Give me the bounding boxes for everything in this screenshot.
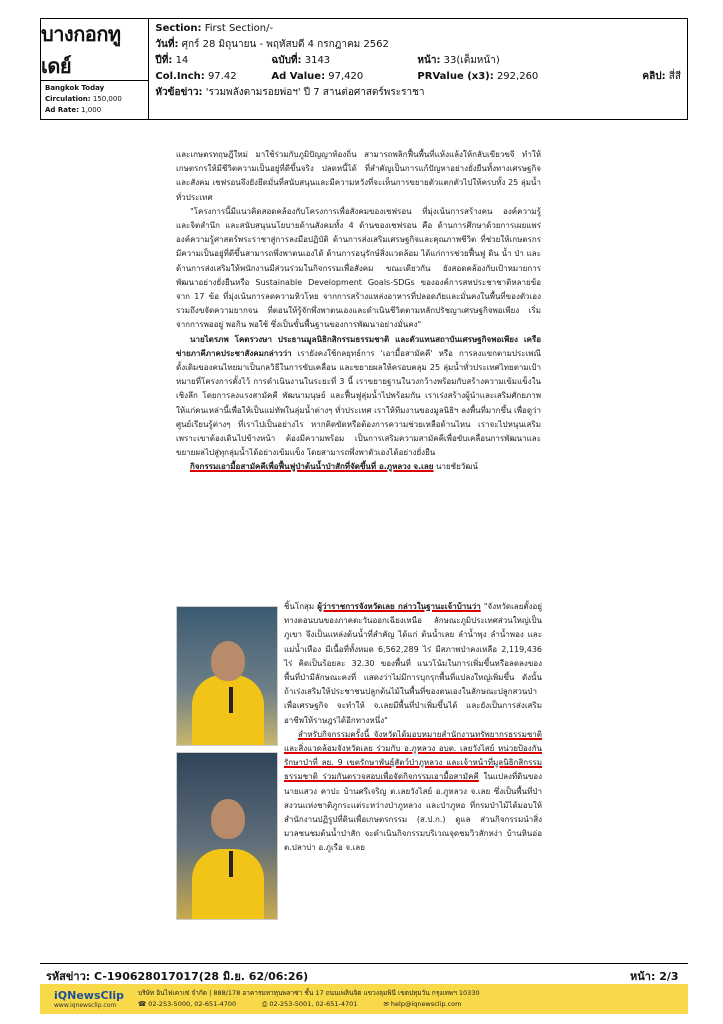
clipping-metadata: Section: First Section/- วันที่: ศุกร์ 28 มิถุนายน - พฤหัสบดี 4 กรกฎาคม 2562 ปีที่: 14 ฉบับที่: 3143 หน้า: 33(เต็มหน้า) Col.Inch: 97.42 Ad Value: 97,420 PRValue (x3): 292,260 คลิป: สี่สี หัวข้อข่าว: 'รวมพลังตามรอยพ่อฯ' ปี 7 สานต่อศาสตร์พระราชา [149, 19, 687, 119]
circulation-value: 150,000 [92, 95, 122, 103]
publication-name: Bangkok Today [45, 84, 105, 92]
page-number: หน้า: 2/3 [630, 970, 679, 983]
company-info [138, 988, 688, 1010]
publication-logo: บางกอกทูเดย์ [41, 21, 121, 78]
email-icon: ✉ [383, 1000, 389, 1008]
email-address: help@iqnewsclip.com [390, 1000, 462, 1008]
page-value: 33(เต็มหน้า) [443, 55, 500, 66]
fax-icon: ⎙ [262, 1000, 268, 1008]
paragraph: สำหรับกิจกรรมครั้งนี้ จังหวัดได้มอบหมายสำนักงานทรัพยากรธรรมชาติและสิ่งแวดล้อมจังหวัดเลย ร่วมกับ อ.ภูหลวง อบต. เลยวังไสย์ หน่วยป้องกันรักษาป่าที่ ลย. 9 เขตรักษาพันธุ์สัตว์ป่าภูหลวง และเจ้าหน้าที่มูลนิธิกสิกรรมธรรมชาติ ร่วมกันตรวจสอบเพื่อจัดกิจกรรมเอามื้อสามัคคี ในแปลงที่ดินของนายแสวง คาปะ บ้านศรีเจริญ ต.เลยวังไสย์ อ.ภูหลวง จ.เลย ซึ่งเป็นพื้นที่ป่าสงวนแห่งชาติภูกระแต่ระหว่างป่าภูหลวง และป่าภูหอ ที่กรมป่าไม้ได้มอบให้ สำนักงานปฏิรูปที่ดินเพื่อเกษตรกรรม (ส.ป.ก.) ดูแล ส่วนกิจกรรมนำสิ่งมวลชนชมต้นน้ำป่าสัก จะดำเนินกิจกรรมบริเวณจุดชมวิวสักหง่า บ้านหินอ่อ ต.ปลาบ่า อ.ภูเรือ จ.เลย [284, 729, 543, 853]
clipping-header [40, 18, 688, 120]
publication-brand: บางกอกทูเดย์ Bangkok Today Circulation: 150,000 Ad Rate: 1,000 [41, 19, 149, 119]
paragraph: นายไตรภพ โคตรวงษา ประธานมูลนิธิกสิกรรมธรรมชาติ และตัวแทนสถาบันเศรษฐกิจพอเพียง เครือข่ายภาคีภาคประชาสังคมกล่าวว่า เรายังคงใช้กลยุทธ์การ 'เอามื้อสามัคคี' หรือ การลงแขกตามประเพณีดั้งเดิมของคนไทยมาเป็นกลวิธีในการขับเคลื่อน และขยายผลให้ครอบคลุม 25 ลุ่มน้ำทั่วประเทศไทยตามเป้าหมายที่โครงการตั้งไว้ การดำเนินงานในระยะที่ 3 นี้ เราขยายฐานในวงกว้างพร้อมกับสร้างความเข้มแข็งในเชิงลึก โดยการลงแรงสามัคคี พัฒนามนุษย์ และฟื้นฟูลุ่มน้ำไปพร้อมกัน เราเร่งสร้างผู้นำและเสริมศักยภาพให้แก่คนเหล่านี้เพื่อให้เป็นแม่ทัพในลุ่มน้ำต่างๆ ทั่วประเทศ เราให้ทีมงานของมูลนิธิฯ ลงพื้นที่มากขึ้น เพื่อดูว่าศูนย์เรียนรู้ต่างๆ ที่เราไปเป็นอย่างไร หากติดขัดหรือต้องการความช่วยเหลือด้านไหน เราจะไปหนุนเสริม เพราะเขาต้องเดินไปข้างหน้า ต้องมีความพร้อม เป็นการเสริมความสามัคคีเพื่อขับเคลื่อนการพัฒนาและขยายผลไปสู่ทุกลุ่มน้ำได้อย่างเข้มแข็ง โดยสามารถพึ่งพาตัวเองได้อย่างยั่งยืน [176, 334, 541, 458]
paragraph: และเกษตรทฤษฎีใหม่ มาใช้ร่วมกับภูมิปัญญาท้องถิ่น สามารถพลิกฟื้นพื้นที่แห้งแล้งให้กลับเขียวขจี ทำให้เกษตรกรให้มีชีวิตความเป็นอยู่ที่ดีขึ้นจริง ปลดหนี้ได้ ที่สำคัญเป็นการแก้ปัญหาอย่างยั่งยืนทั้งทางเศรษฐกิจและสังคม เชฟรอนจึงยังยึดมั่นที่สนับสนุนและมีความหวังที่จะเห็นการขยายตัวแตกตัวไปให้ครบทั้ง 25 ลุ่มน้ำทั่วประเทศ [176, 150, 541, 202]
section-value: First Section/- [204, 23, 274, 34]
headline-value: 'รวมพลังตามรอยพ่อฯ' ปี 7 สานต่อศาสตร์พระราชา [205, 87, 425, 98]
paragraph: "โครงการนี้มีแนวคิดสอดคล้องกับโครงการเพื่อสังคมของเชฟรอน ที่มุ่งเน้นการสร้างคน องค์ความรู้ และจิตสำนึก และสนับสนุนนโยบายด้านสังคมทั้ง 4 ด้านของเชฟรอน คือ ด้านการศึกษาด้วยการเผยแพร่องค์ความรู้ศาสตร์พระราชาสู่การลงมือปฏิบัติ ด้านการส่งเสริมเศรษฐกิจและคุณภาพชีวิต ที่ช่วยให้เกษตรกรมีความเป็นอยู่ที่ดีขึ้นสามารถพึ่งพาตนเองได้ ด้านการอนุรักษ์สิ่งแวดล้อม ได้แก่การช่วยฟื้นฟู ดิน น้ำ ป่า และด้านการส่งเสริมให้พนักงานมีส่วนร่วมในกิจกรรมเพื่อสังคม ขณะเดียวกัน ยังสอดคล้องกับเป้าหมายการพัฒนาอย่างยั่งยืนหรือ Sustainable Development Goals-SDGs ขององค์การสหประชาชาติหลายข้อจาก 17 ข้อ ที่มุ่งเน้นการลดความหิวโหย จากการสร้างแหล่งอาหารที่ปลอดภัยและมั่นคงในพื้นที่ของตัวเอง รวมถึงขจัดความยากจน ที่ตอนให้รู้จักพึ่งพาตนเองและดำเนินชีวิตตามหลักปรัชญาเศรษฐกิจพอเพียง เริ่มจากการพออยู่ พอกิน พอใช้ ซึ่งเป็นขั้นพื้นฐานของการพัฒนาอย่างมั่นคง" [176, 206, 541, 330]
colinch-value: 97.42 [207, 71, 237, 82]
prvalue-value: 292,260 [496, 71, 539, 82]
paragraph: กิจกรรมเอามื้อสามัคคีเพื่อฟื้นฟูป่าต้นน้ำป่าสักที่จัดขึ้นที่ อ.ภูหลวง จ.เลย นายชัยวัฒน์ [190, 462, 478, 472]
fax-number: 02-253-5001, 02-651-4701 [269, 1000, 358, 1008]
paragraph: ชิ้นโกสุม ผู้ว่าราชการจังหวัดเลย กล่าวในฐานะเจ้าบ้านว่า "จังหวัดเลยตั้งอยู่ทางตอนบนของภาคตะวันออกเฉียงเหนือ ลักษณะภูมิประเทศส่วนใหญ่เป็นภูเขา จึงเป็นแหล่งต้นน้ำที่สำคัญ ได้แก่ ต้นน้ำเลย ลำน้ำพุง ลำน้ำพอง และแม่น้ำเหือง มีเนื้อที่ทั้งหมด 6,562,289 ไร่ มีสภาพป่าคงเหลือ 2,119,436 ไร่ คิดเป็นร้อยละ 32.30 ของพื้นที่ แนวโน้มในการเพิ่มขึ้นหรือลดลงของพื้นที่ป่ามีลักษณะคงที่ แสดงว่าไม่มีการบุกรุกพื้นที่แปลงใหญ่เพิ่มขึ้น ดังนั้น ถ้าเร่งเสริมให้ประชาชนปลูกต้นไม้ในพื้นที่ของตนเองในลักษณะปลูกสวนป่าเพื่อเศรษฐกิจ จะทำให้ จ.เลยมีพื้นที่ป่าเพิ่มขึ้นได้ และยังเป็นการส่งเสริมอาชีพให้ราษฎรได้อีกทางหนึ่ง" [284, 602, 542, 725]
article-body [176, 148, 541, 475]
date-value: ศุกร์ 28 มิถุนายน - พฤหัสบดี 4 กรกฎาคม 2562 [181, 39, 389, 50]
photo-speaker-1 [176, 606, 278, 746]
photo-speaker-2 [176, 752, 278, 920]
clip-value: สี่สี [668, 71, 681, 82]
iqnewsclip-logo: iQNewsClip www.iqnewsclip.com [54, 989, 124, 1009]
phone-icon: ☎ [138, 1000, 147, 1008]
year-value: 14 [175, 55, 189, 66]
article-column-right [284, 600, 542, 856]
news-id: รหัสข่าว: C-190628017017(28 มิ.ย. 62/06:26) [46, 970, 309, 983]
adrate-value: 1,000 [81, 106, 102, 114]
advalue-value: 97,420 [328, 71, 364, 82]
phone-number: 02-253-5000, 02-651-4700 [148, 1000, 237, 1008]
company-address: บริษัท อินไฟเคาเซ่ จำกัด | 888/178 อาคารมหาทุนพลาซ่า ชั้น 17 ถนนเพลินจิต แขวงลุมพินี เขตปทุมวัน กรุงเทพฯ 10330 [138, 989, 480, 997]
footer-divider [40, 963, 688, 964]
issue-value: 3143 [304, 55, 331, 66]
footer-bar [40, 984, 688, 1014]
